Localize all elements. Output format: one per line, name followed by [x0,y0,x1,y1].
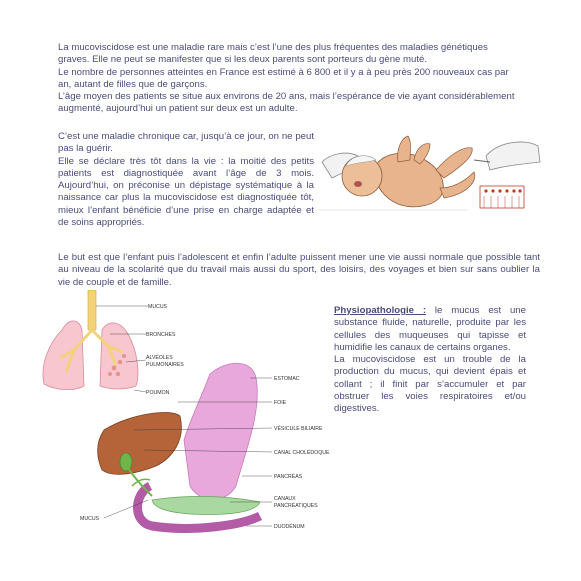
intro-paragraph [58,42,538,116]
chronic-paragraph [58,131,314,229]
intro-line: an, autant de filles que de garçons. [58,78,208,90]
trachea [88,290,96,330]
physiopathology-title: Physiopathologie : [334,305,427,316]
blood-card [480,186,524,208]
label-choledoque: CANAL CHOLÉDOQUE [274,450,330,456]
chronic-line-1: C’est une maladie chronique car, jusqu’à ce jour, on ne peut pas la guérir. [58,131,314,155]
physiopathology-text-2: La mucoviscidose est un trouble de la production du mucus, qui devient épais et collant ; il finit par s’accumuler et par obstruer les voies respiratoires et/ou digestives. [334,354,526,415]
glove-right-icon [486,142,540,170]
label-estomac: ESTOMAC [274,376,300,382]
label-bronches: BRONCHES [146,332,176,338]
intro-line: La mucoviscidose est une maladie rare mais c’est l’une des plus fréquentes des maladies génétiques [58,42,488,53]
physiopathology-text: le mucus est une substance fluide, naturelle, produite par les cellules des muqueuses qui tapisse et humidifie les canaux de certains organes. [334,305,526,353]
chronic-line-2: Elle se déclare très tôt dans la vie : la moitié des petits patients est diagnostiquée avant l’âge de 3 mois. Aujourd’hui, on préconise un dépistage systématique à la naissance car plus la mucoviscidose est diagnostiquée tôt, mieux l’enfant bénéficie d’une prise en charge adaptée et de soins appropriés. [58,155,314,229]
label-pulmonaires: PULMONAIRES [146,362,184,368]
intro-line: graves. Elle ne peut se manifester que si les deux parents sont porteurs du gène muté. [58,54,428,66]
label-mucus-bottom: MUCUS [80,516,100,522]
physiopathology-paragraph [334,305,526,416]
intro-line: Le nombre de personnes atteintes en France est estimé à 6 800 et il y a à peu près 200 nouveaux cas par [58,66,509,78]
anatomy-diagram [40,290,336,534]
baby-arm [398,136,411,162]
baby-body [375,153,443,206]
gallbladder [120,453,132,471]
label-vesicule: VÉSICULE BILIAIRE [274,426,323,432]
baby-leg [436,148,472,178]
baby-arm [414,144,430,164]
label-pancreas: PANCRÉAS [274,474,303,480]
label-poumon: POUMON [146,390,170,396]
baby-screening-illustration [318,118,544,226]
liver [98,412,182,474]
label-canaux: CANAUX [274,496,296,502]
label-foie: FOIE [274,400,287,406]
pancreas [152,496,260,514]
label-pancreatiques: PANCRÉATIQUES [274,503,318,509]
label-mucus-top: MUCUS [148,304,168,310]
stomach [184,363,257,499]
intro-line: L’âge moyen des patients se situe aux environs de 20 ans, mais l’espérance de vie ayant considérablement [58,91,515,103]
goal-paragraph: Le but est que l’enfant puis l’adolescent et enfin l’adulte puissent mener une vie aussi normale que possible tant au niveau de la scolarité que du travail mais aussi du sport, des loisirs, des voyages et bien sur sans oublier la vie de couple et de famille. [58,252,540,288]
label-alveoles: ALVÉOLES [146,355,173,361]
right-lung [100,323,138,389]
label-duodenum: DUODÉNUM [274,524,305,530]
intro-line: augmenté, aujourd’hui un patient sur deux est un adulte. [58,103,298,115]
